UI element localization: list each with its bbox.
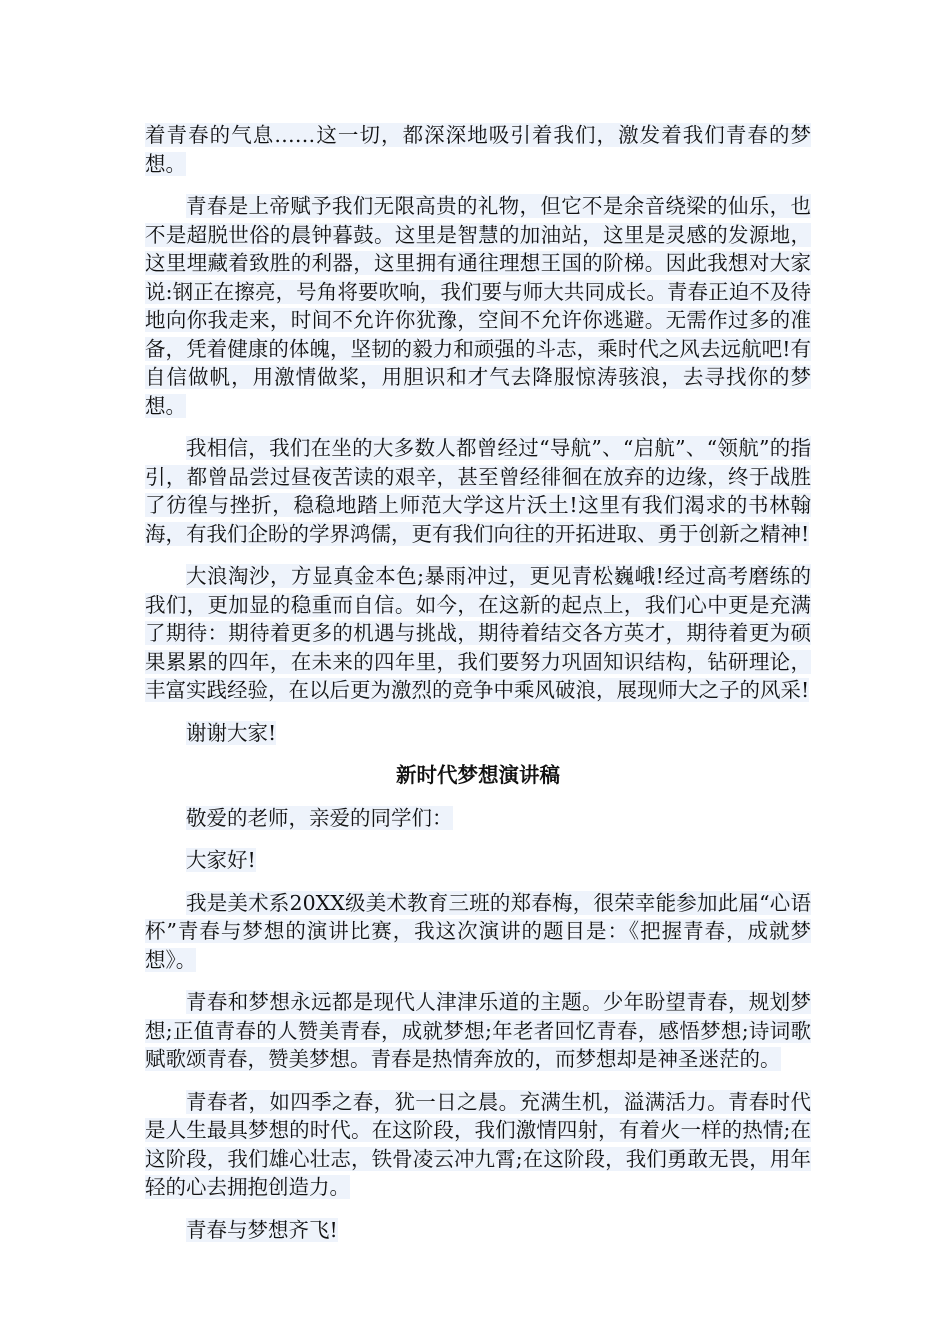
paragraph-closing: [145, 719, 811, 748]
paragraph-continuation: [145, 121, 811, 178]
paragraph-text: 敬爱的老师，亲爱的同学们：: [186, 805, 453, 830]
document-page: [145, 121, 811, 1258]
paragraph-text: 着青春的气息……这一切，都深深地吸引着我们，激发着我们青春的梦想。: [145, 123, 811, 176]
paragraph-text: 青春者，如四季之春，犹一日之晨。充满生机，溢满活力。青春时代是人生最具梦想的时代。在这阶段，我们激情四射，有着火一样的热情;在这阶段，我们雄心壮志，铁骨凌云冲九霄;在这阶段，我们勇敢无畏，用年轻的心去拥抱创造力。: [145, 1089, 811, 1199]
paragraph-text: 我相信，我们在坐的大多数人都曾经过“导航”、“启航”、“领航”的指引，都曾品尝过昼夜苦读的艰辛，甚至曾经徘徊在放弃的边缘，终于战胜了彷徨与挫折，稳稳地踏上师范大学这片沃土!这里有我们渴求的书林翰海，有我们企盼的学界鸿儒，更有我们向往的开拓进取、勇于创新之精神!: [145, 436, 811, 546]
paragraph-text: 我是美术系20XX级美术教育三班的郑春梅，很荣幸能参加此届“心语杯”青春与梦想的演讲比赛，我这次演讲的题目是：《把握青春，成就梦想》。: [145, 890, 811, 972]
paragraph-text: 大家好!: [186, 848, 256, 872]
paragraph: [145, 889, 811, 975]
paragraph-text: 青春与梦想齐飞!: [186, 1217, 338, 1242]
paragraph: [145, 1088, 811, 1202]
paragraph: [145, 1216, 811, 1245]
paragraph-text: 谢谢大家!: [186, 720, 277, 745]
paragraph-text: 大浪淘沙，方显真金本色;暴雨冲过，更见青松巍峨!经过高考磨练的我们，更加显的稳重而自信。如今，在这新的起点上，我们心中更是充满了期待：期待着更多的机遇与挑战，期待着结交各方英才，期待着更为硕果累累的四年，在未来的四年里，我们要努力巩固知识结构，钻研理论，丰富实践经验，在以后更为激烈的竞争中乘风破浪，展现师大之子的风采!: [145, 564, 811, 702]
section-title: 新时代梦想演讲稿: [396, 763, 560, 787]
paragraph-greeting: [145, 846, 811, 875]
paragraph: [145, 192, 811, 420]
paragraph-text: 青春和梦想永远都是现代人津津乐道的主题。少年盼望青春，规划梦想;正值青春的人赞美青春，成就梦想;年老者回忆青春，感悟梦想;诗词歌赋歌颂青春，赞美梦想。青春是热情奔放的，而梦想却是神圣迷茫的。: [145, 990, 811, 1071]
paragraph-text: 青春是上帝赋予我们无限高贵的礼物，但它不是余音绕梁的仙乐，也不是超脱世俗的晨钟暮鼓。这里是智慧的加油站，这里是灵感的发源地，这里埋藏着致胜的利器，这里拥有通往理想王国的阶梯。因此我想对大家说:钢正在擦亮，号角将要吹响，我们要与师大共同成长。青春正迫不及待地向你我走来，时间不允许你犹豫，空间不允许你逃避。无需作过多的准备，凭着健康的体魄，坚韧的毅力和顽强的斗志，乘时代之风去远航吧!有自信做帆，用激情做桨，用胆识和才气去降服惊涛骇浪，去寻找你的梦想。: [145, 194, 811, 418]
paragraph-salutation: [145, 804, 811, 833]
paragraph: [145, 434, 811, 548]
paragraph: [145, 562, 811, 705]
paragraph: [145, 988, 811, 1074]
